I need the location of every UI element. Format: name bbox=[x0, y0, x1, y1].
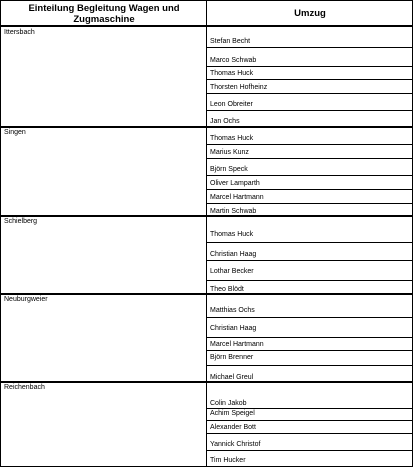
row-line bbox=[207, 203, 412, 204]
row-line bbox=[207, 280, 412, 281]
name-entry: Thomas Huck bbox=[210, 135, 254, 142]
row-line bbox=[207, 189, 412, 190]
row-line bbox=[207, 79, 412, 80]
name-entry: Achim Speigel bbox=[210, 410, 255, 417]
name-entry: Christian Haag bbox=[210, 325, 257, 332]
row-line bbox=[207, 144, 412, 145]
name-entry: Lothar Becker bbox=[210, 268, 254, 275]
name-entry: Matthias Ochs bbox=[210, 307, 255, 314]
name-entry: Thorsten Hofheinz bbox=[210, 84, 268, 91]
row-line bbox=[207, 433, 412, 434]
name-entry: Marius Kunz bbox=[210, 149, 249, 156]
row-line bbox=[207, 260, 412, 261]
location-neuburgweier: Neuburgweier bbox=[4, 296, 48, 303]
name-entry: Björn Brenner bbox=[210, 354, 254, 361]
group-separator bbox=[0, 381, 413, 383]
name-entry: Leon Obreiter bbox=[210, 101, 253, 108]
name-entry: Thomas Huck bbox=[210, 70, 254, 77]
row-line bbox=[207, 175, 412, 176]
name-entry: Christian Haag bbox=[210, 251, 257, 258]
name-entry: Tim Hucker bbox=[210, 457, 246, 464]
row-line bbox=[207, 158, 412, 159]
header-col1: Einteilung Begleitung Wagen und Zugmaschine bbox=[28, 3, 180, 25]
name-entry: Colin Jakob bbox=[210, 400, 247, 407]
name-entry: Alexander Bott bbox=[210, 424, 256, 431]
top-border bbox=[0, 0, 413, 1]
name-entry: Oliver Lamparth bbox=[210, 180, 260, 187]
row-line bbox=[207, 337, 412, 338]
name-entry: Marco Schwab bbox=[210, 57, 257, 64]
name-entry: Stefan Becht bbox=[210, 38, 251, 45]
name-entry: Martin Schwab bbox=[210, 208, 257, 215]
row-line bbox=[207, 450, 412, 451]
name-entry: Theo Blödt bbox=[210, 286, 244, 293]
name-entry: Marcel Hartmann bbox=[210, 341, 264, 348]
location-singen: Singen bbox=[4, 129, 26, 136]
name-entry: Marcel Hartmann bbox=[210, 194, 264, 201]
name-entry: Yannick Christof bbox=[210, 441, 261, 448]
header-separator bbox=[0, 25, 413, 27]
row-line bbox=[207, 242, 412, 243]
row-line bbox=[207, 47, 412, 48]
name-entry: Björn Speck bbox=[210, 166, 248, 173]
column-divider bbox=[206, 0, 207, 467]
name-entry: Jan Ochs bbox=[210, 118, 240, 125]
row-line bbox=[207, 365, 412, 366]
group-separator bbox=[0, 293, 413, 295]
group-separator bbox=[0, 215, 413, 217]
group-separator bbox=[0, 126, 413, 128]
row-line bbox=[207, 408, 412, 409]
row-line bbox=[207, 350, 412, 351]
right-border bbox=[412, 0, 413, 467]
name-entry: Thomas Huck bbox=[210, 231, 254, 238]
left-border bbox=[0, 0, 1, 467]
location-reichenbach: Reichenbach bbox=[4, 384, 45, 391]
row-line bbox=[207, 93, 412, 94]
row-line bbox=[207, 66, 412, 67]
location-schielberg: Schielberg bbox=[4, 218, 38, 225]
header-col2: Umzug bbox=[294, 8, 326, 19]
row-line bbox=[207, 317, 412, 318]
row-line bbox=[207, 110, 412, 111]
location-ittersbach: Ittersbach bbox=[4, 29, 35, 36]
row-line bbox=[207, 420, 412, 421]
name-entry: Michael Greul bbox=[210, 374, 254, 381]
